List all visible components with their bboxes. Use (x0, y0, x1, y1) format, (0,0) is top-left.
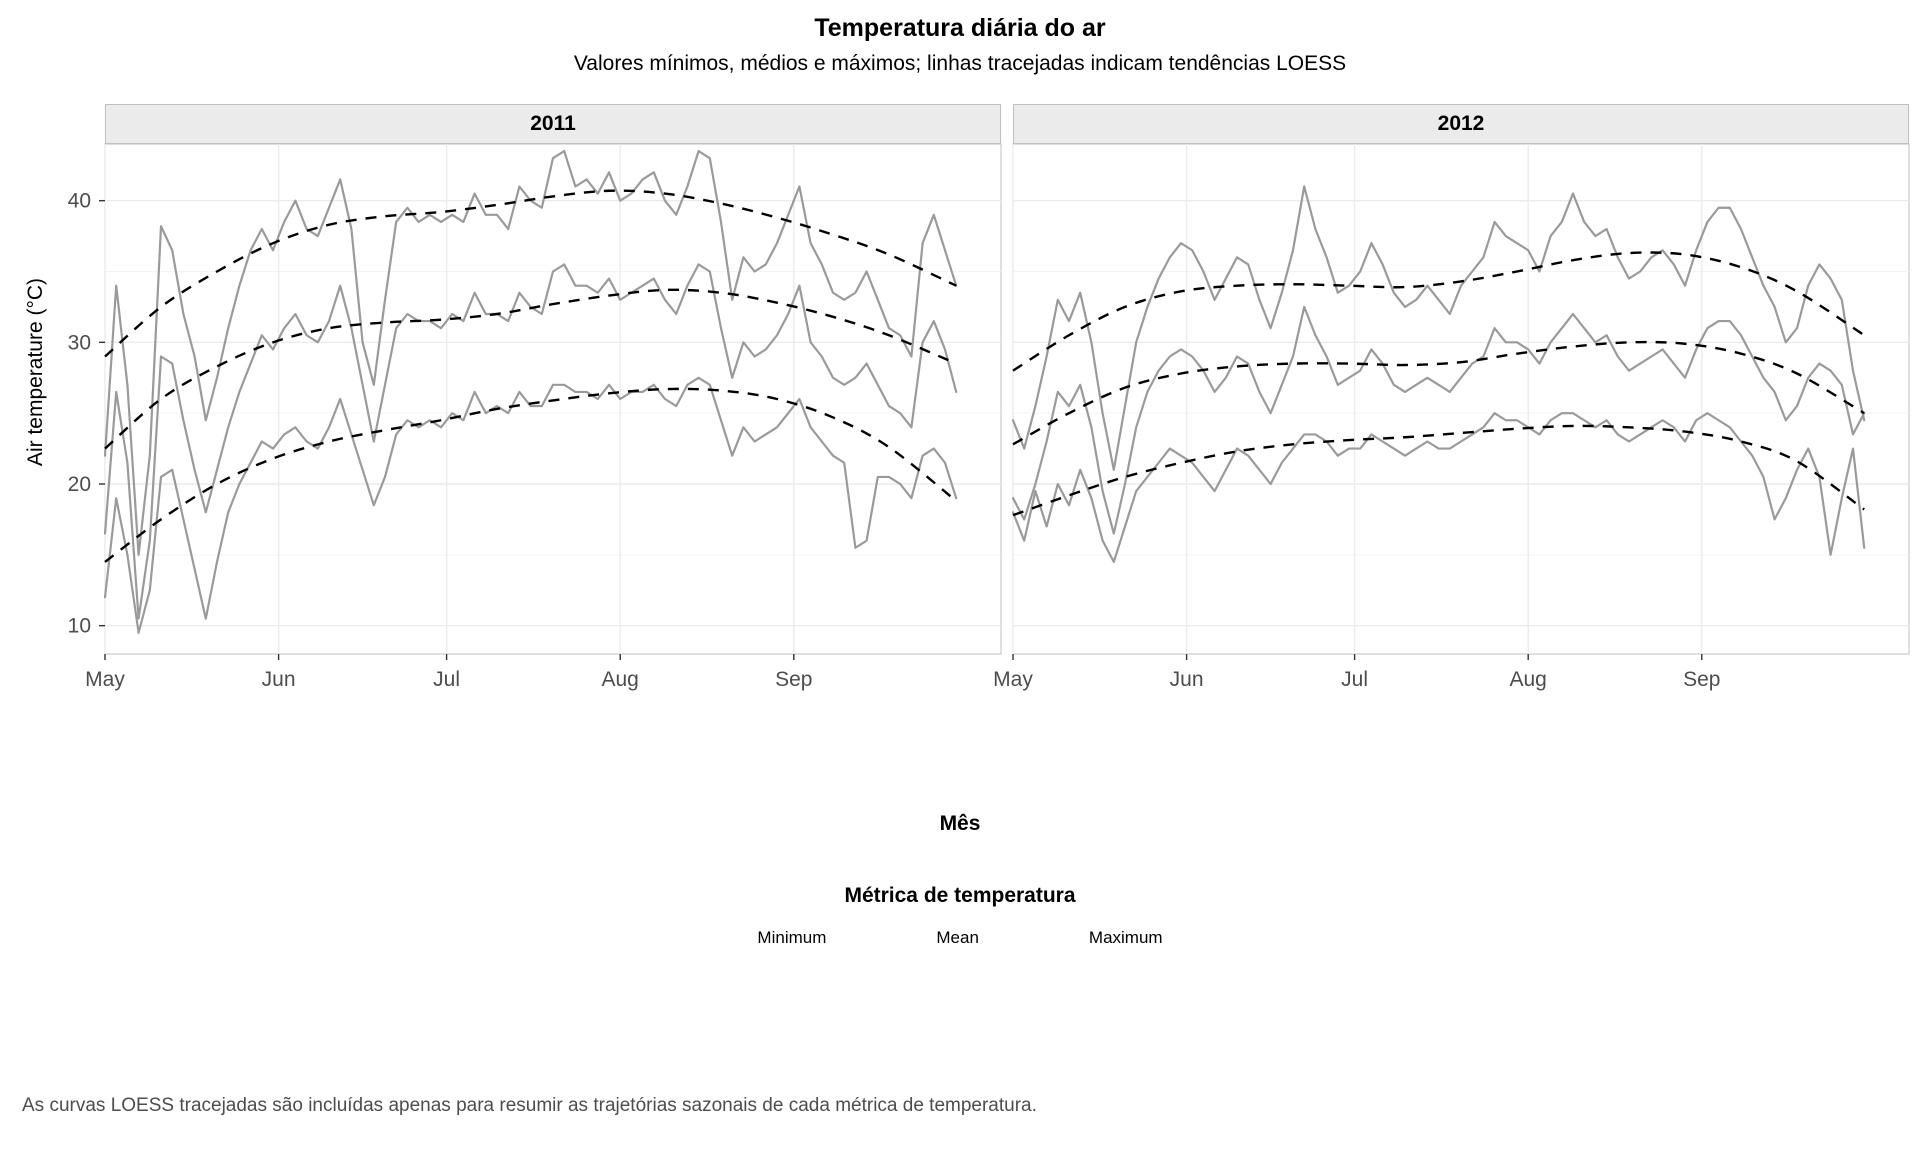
facet-label-2011: 2011 (530, 112, 576, 135)
panel-background-2012 (1013, 144, 1909, 654)
x-tick-label: May (993, 668, 1033, 691)
x-tick-label: Jun (261, 668, 296, 691)
plot-area (0, 96, 1920, 896)
y-tick-label: 30 (67, 331, 91, 355)
chart-svg (0, 96, 1920, 896)
legend-label-maximum: Maximum (1088, 928, 1163, 947)
x-axis-title: Mês (939, 812, 981, 835)
y-tick-label: 10 (67, 614, 91, 638)
panel-background-2011 (105, 144, 1001, 654)
x-tick-label: Aug (601, 668, 639, 691)
legend-item-maximum[interactable] (1089, 928, 1163, 948)
x-tick-label: Jun (1169, 668, 1204, 691)
legend-title: Métrica de temperatura (844, 884, 1076, 907)
figure-caption: As curvas LOESS tracejadas são incluídas apenas para resumir as trajetórias sazonais de cada métrica de temperatura. (22, 1095, 1037, 1116)
legend-label-minimum: Minimum (757, 928, 827, 947)
x-tick-label: Jul (1341, 668, 1369, 691)
legend-item-mean[interactable] (936, 928, 979, 948)
y-tick-label: 20 (67, 473, 91, 496)
page-subtitle: Valores mínimos, médios e máximos; linhas tracejadas indicam tendências LOESS (573, 52, 1347, 75)
x-tick-label: Sep (775, 668, 813, 691)
legend (0, 928, 1920, 948)
x-tick-label: Aug (1509, 668, 1547, 691)
y-axis-title: Air temperature (°C) (24, 277, 47, 467)
page-title: Temperatura diária do ar (814, 14, 1106, 42)
x-tick-label: May (85, 668, 125, 691)
legend-label-mean: Mean (936, 928, 979, 947)
legend-item-minimum[interactable] (757, 928, 826, 948)
facet-label-2012: 2012 (1437, 112, 1485, 135)
x-tick-label: Sep (1683, 668, 1721, 691)
y-tick-label: 40 (67, 189, 91, 213)
x-tick-label: Jul (433, 668, 461, 691)
